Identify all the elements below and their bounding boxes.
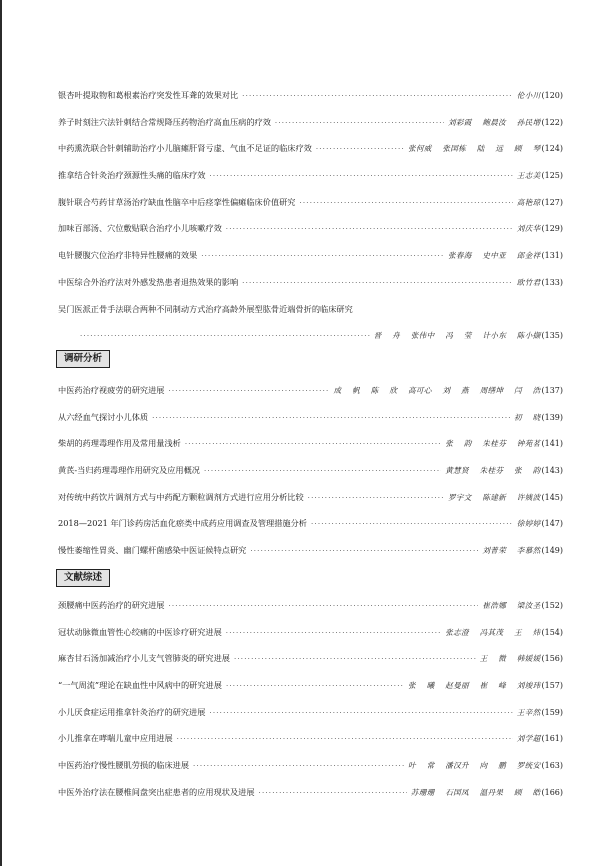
entry-page: (131): [541, 251, 563, 260]
entry-page: (122): [541, 118, 563, 127]
entry-title: 小儿厌食症运用推拿针灸治疗的研究进展: [58, 707, 206, 717]
entry-page: (159): [541, 708, 563, 717]
entry-title: 麻杏甘石汤加减治疗小儿支气管肺炎的研究进展: [58, 653, 230, 663]
entry-title: 加味百部汤、穴位敷贴联合治疗小儿咳嗽疗效: [58, 223, 222, 233]
entry-page: (161): [541, 734, 563, 743]
entry-title: 颈腰痛中医药治疗的研究进展: [58, 600, 165, 610]
entry-authors: 张 韵 朱桂芬 钟苑茗: [445, 439, 541, 448]
toc-entry[interactable]: [58, 221, 563, 235]
dot-leader: [234, 652, 476, 666]
dot-leader: [168, 384, 329, 398]
toc-entry[interactable]: [58, 88, 563, 102]
entry-title: 黄芪-当归药理毒理作用研究及应用概况: [58, 465, 200, 475]
entry-authors: 晋 舟 张伟中 冯 莹 计小东 陈小撷: [373, 331, 541, 340]
entry-page: (127): [541, 198, 563, 207]
dot-leader: [242, 89, 513, 103]
entry-page: (124): [541, 144, 563, 153]
entry-page: (163): [541, 761, 563, 770]
toc-entry[interactable]: [58, 543, 563, 557]
dot-leader: [168, 599, 478, 613]
entry-title: 中药熏洗联合针刺辅助治疗小儿脑瘫肝肾亏虚、气血不足证的临床疗效: [58, 143, 312, 153]
entry-page: (129): [541, 224, 563, 233]
entry-title: 推拿结合针灸治疗颈源性头痛的临床疗效: [58, 170, 206, 180]
dot-leader: [177, 732, 513, 746]
entry-page: (156): [541, 654, 563, 663]
entry-title: 中医综合外治疗法对外感发热患者退热效果的影响: [58, 277, 239, 287]
entry-title: 腹针联合芍药甘草汤治疗缺血性脑卒中后痉挛性偏瘫临床价值研究: [58, 197, 296, 207]
dot-leader: [242, 276, 513, 290]
toc-entry[interactable]: [58, 705, 563, 719]
toc-entry[interactable]: [58, 625, 563, 639]
dot-leader: [201, 249, 444, 263]
entry-page: (152): [541, 601, 563, 610]
entry-page: (137): [541, 386, 563, 395]
entry-page: (166): [541, 788, 563, 797]
toc-entry[interactable]: [58, 141, 563, 155]
toc-entry[interactable]: [58, 275, 563, 289]
dot-leader: [275, 116, 444, 130]
entry-page: (143): [541, 466, 563, 475]
dot-leader: [316, 142, 404, 156]
entry-authors: 刘彩霞 鲍晨汝 孙民增: [448, 118, 541, 127]
entry-authors: 崔浩娜 梁汝圣: [482, 601, 541, 610]
dot-leader: [226, 222, 513, 236]
entry-page: (133): [541, 278, 563, 287]
entry-authors: 高艳琼: [516, 198, 541, 207]
entry-title: 对传统中药饮片调剂方式与中药配方颗粒调剂方式进行应用分析比较: [58, 492, 304, 502]
entry-title: 柴胡的药理毒理作用及常用量浅析: [58, 438, 181, 448]
toc-entry[interactable]: [58, 410, 563, 424]
entry-title: 慢性萎缩性胃炎、幽门螺杆菌感染中医证候特点研究: [58, 545, 247, 555]
toc-entry[interactable]: [58, 678, 563, 692]
entry-authors: 刘学超: [516, 734, 541, 743]
toc-entry[interactable]: [58, 115, 563, 129]
entry-authors: 张志澄 冯其茂 王 炜: [445, 628, 541, 637]
entry-authors: 张何威 张国栋 陆 远 顾 琴: [407, 144, 541, 153]
entry-title: 中医外治疗法在腰椎间盘突出症患者的应用现状及进展: [58, 787, 255, 797]
toc-entry[interactable]: [58, 436, 563, 450]
toc-entry-continuation: [80, 329, 563, 343]
entry-authors: 刘庆华: [516, 224, 541, 233]
dot-leader: [193, 759, 404, 773]
toc-entry[interactable]: [58, 785, 563, 799]
entry-authors: 叶 常 潘汉升 向 鹏 罗统安: [407, 761, 541, 770]
entry-authors: 黄慧贤 朱桂芬 张 韵: [445, 466, 541, 475]
entry-page: (147): [541, 519, 563, 528]
entry-title: 中医药治疗慢性腰肌劳损的临床进展: [58, 760, 190, 770]
entry-page: (157): [541, 681, 563, 690]
entry-authors: 罗宇文 陈建新 许姨波: [448, 493, 541, 502]
entry-title: 冠状动脉微血管性心绞痛的中医诊疗研究进展: [58, 627, 222, 637]
toc-entry[interactable]: [58, 758, 563, 772]
dot-leader: [226, 679, 404, 693]
entry-authors: 张春海 史中亚 郎金祥: [448, 251, 541, 260]
entry-authors: 王辛然: [516, 708, 541, 717]
toc-entry[interactable]: [58, 248, 563, 262]
toc-entry[interactable]: [58, 731, 563, 745]
dot-leader: [204, 464, 441, 478]
dot-leader: [311, 517, 513, 531]
toc-entry[interactable]: [58, 598, 563, 612]
dot-leader: [299, 196, 512, 210]
dot-leader: [250, 544, 478, 558]
entry-page: (145): [541, 493, 563, 502]
entry-page: (125): [541, 171, 563, 180]
entry-authors: 刘普荣 李慕然: [482, 546, 541, 555]
dot-leader: [185, 437, 441, 451]
toc-entry[interactable]: [58, 651, 563, 665]
entry-authors: 成 帆 陈 欣 高可心 刘 燕 周缮坤 闫 浩: [333, 386, 541, 395]
section-heading-review: 文献综述: [56, 569, 110, 587]
toc-entry[interactable]: [58, 168, 563, 182]
entry-authors: 伦小川: [516, 91, 541, 100]
toc-entry-long-title[interactable]: [58, 302, 563, 316]
entry-page: (149): [541, 546, 563, 555]
dot-leader: [152, 411, 510, 425]
entry-page: (141): [541, 439, 563, 448]
entry-title: “一气周流”理论在缺血性中风病中的研究进展: [58, 680, 222, 690]
entry-authors: 苏珊珊 石国凤 温丹果 顾 皓: [410, 788, 541, 797]
dot-leader: [209, 706, 512, 720]
toc-entry[interactable]: [58, 383, 563, 397]
entry-page: (135): [541, 331, 563, 340]
entry-title: 电针腰腹穴位治疗非特异性腰痛的效果: [58, 250, 198, 260]
dot-leader: [80, 329, 370, 343]
entry-page: (139): [541, 413, 563, 422]
entry-authors: 初 晓: [513, 413, 541, 422]
toc-entry[interactable]: [58, 490, 563, 504]
dot-leader: [259, 786, 407, 800]
entry-title: 2018—2021 年门诊药房活血化瘀类中成药应用调查及管理措施分析: [58, 518, 307, 528]
entry-authors: 欧竹君: [516, 278, 541, 287]
dot-leader: [209, 169, 512, 183]
entry-page: (120): [541, 91, 563, 100]
entry-title: 吴门医派正骨手法联合两种不同制动方式治疗高龄外展型肱骨近端骨折的临床研究: [58, 304, 353, 314]
dot-leader: [308, 491, 444, 505]
dot-leader: [226, 626, 441, 640]
entry-authors: 王志美: [516, 171, 541, 180]
section-heading-research: 调研分析: [56, 350, 110, 368]
entry-title: 小儿推拿在哮喘儿童中应用进展: [58, 733, 173, 743]
entry-authors: 徐婷婷: [516, 519, 541, 528]
toc-entry[interactable]: [58, 516, 563, 530]
entry-page: (154): [541, 628, 563, 637]
entry-title: 从六经血气探讨小儿体质: [58, 412, 149, 422]
entry-authors: 王 微 韩媛媛: [479, 654, 541, 663]
entry-title: 养子时刻注穴法针刺结合常规降压药物治疗高血压病的疗效: [58, 117, 271, 127]
toc-entry[interactable]: [58, 195, 563, 209]
entry-authors: 张 曦 赵曼丽 崔 峰 刘竣玮: [407, 681, 541, 690]
entry-title: 中医药治疗视疲劳的研究进展: [58, 385, 165, 395]
entry-title: 银杏叶提取物和葛根素治疗突发性耳聋的效果对比: [58, 90, 239, 100]
toc-entry[interactable]: [58, 463, 563, 477]
